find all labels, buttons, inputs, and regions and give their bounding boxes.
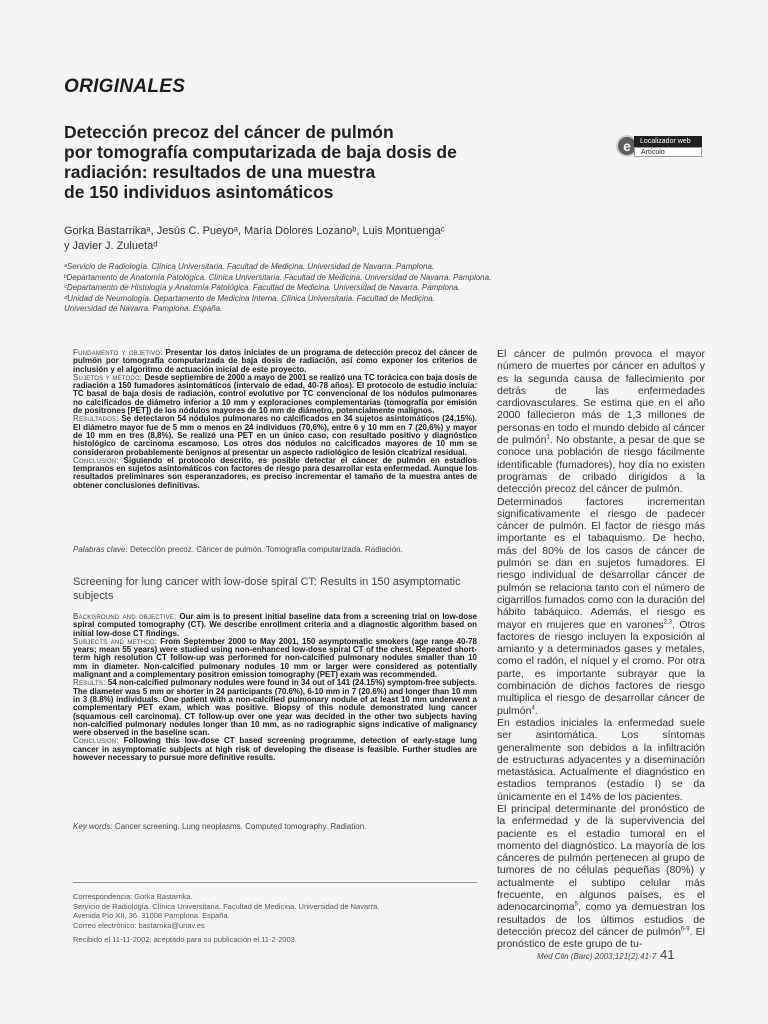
authors-line: Gorka Bastarrikaᵃ, Jesús C. Pueyoᵃ, María Dolores Lozanoᵇ, Luis Montuengaᶜ [64,225,445,237]
title-line: por tomografía computarizada de baja dosis de [64,142,457,162]
abstract-label: Subjects and method: [73,636,158,646]
abstract-label: Sujetos y método: [73,372,143,382]
e-logo-icon: e [616,135,638,157]
title-line: de 150 individuos asintomáticos [64,182,334,202]
correspondence-line: Correspondencia: Gorka Bastarrika. [73,892,193,901]
title-line: radiación: resultados de una muestra [64,162,376,182]
abstract-text: From September 2000 to May 2001, 150 asymptomatic smokers (age range 40-78 years; mean 55 years) were studied using non-enhanced low-dose spiral CT of the chest. Repeated short-term high resolution CT follow-up was performed for non-calcified pulmonary nodules smaller than 10 mm in diameter. Non-calcified pulmonary nodules 10 mm or larger were considered as potentially malignant and a complementary positron emission tomography (PET) exam was recommended. [73,636,477,680]
keywords-english [73,822,477,831]
affiliations [64,262,564,315]
affiliation: ᵈUnidad de Neumología. Departamento de Medicina Interna. Clínica Universitaria. Facultad de Medicina. [64,293,435,303]
section-label: ORIGINALES [64,76,186,97]
web-locator-badge[interactable] [616,133,702,159]
abstract-spanish [73,349,477,490]
authors [64,224,494,254]
page-number: 41 [660,947,675,962]
abstract-label: Conclusion: [73,736,119,746]
paragraph: En estadios iniciales la enfermedad suele ser asintomática. Los síntomas generalmente son debidos a la infiltración de estructuras adyacentes y a diseminación metastásica. Actualmente el diagnóstico en estadios tempranos (estadio I) se da únicamente en el 14% de los pacientes. [497,716,705,803]
received-date: Recibido el 11-11-2002; aceptado para su publicación el 11-2-2003. [73,935,297,944]
divider [73,882,477,883]
keywords-value: Detección precoz. Cáncer de pulmón. Tomografía computarizada. Radiación. [129,545,403,554]
correspondence-line: Avenida Pío XII, 36. 31008 Pamplona. España. [73,911,230,921]
correspondence-line: Servicio de Radiología. Clínica Universitaria. Facultad de Medicina. Universidad de Navarra. [73,901,380,911]
keywords-spanish [73,545,477,554]
abstract-label: Background and objective: [73,612,177,621]
paragraph: Determinados factores incrementan significativamente el riesgo de padecer cáncer de pulmón. El factor de riesgo más importante es el tabaquismo. De hecho, más del 80% de los casos de cáncer de pulmón se dan en sujetos fumadores. El riesgo individual de desarrollar cáncer de pulmón se relaciona tanto con el número de cigarrillos fumados como con la duración del hábito tabáquico. Además, el riesgo es mayor en mujeres que en varones$^{2,3}$. Otros factores de riesgo incluyen la exposición al amianto y a determinados gases y metales, como el radón, el níquel y el cromo. Por otra parte, es importante subrayar que la combinación de dichos factores de riesgo multiplica el riesgo de desarrollar cáncer de pulmón$^4$. [497,495,705,717]
affiliation: ᶜDepartamento de Histología y Anatomía Patológica. Facultad de Medicina. Universidad de Navarra. Pamplona. [64,283,461,292]
badge-line2: Artículo [634,147,702,157]
correspondence [73,892,477,930]
title-line: Detección precoz del cáncer de pulmón [64,122,394,142]
abstract-text: Following this low-dose CT based screening programme, detection of early-stage lung cancer in asymptomatic subjects at high risk of developing the disease is feasible. Further studies are however necessary to pursue more definitive results. [73,736,477,763]
abstract-text: Our aim is to present initial baseline data from a screening trial on low-dose spiral computed tomography (CT). We describe enrollment criteria and a diagnostic algorithm based on initial low-dose CT findings. [73,612,477,638]
abstract-english [73,613,477,762]
abstract-text: Se detectaron 54 nódulos pulmonares no calcificados en 34 sujetos asintomáticos (24,15%). El diámetro mayor fue de 5 mm o menos en 24 individuos (70,6%), entre 6 y 10 mm en 7 (20,6%) y mayor de 10 mm en tres (8,8%). Se realizó una PET en un único caso, con resultado positivo y diagnóstico histológico de carcinoma escamoso. Los otros dos nódulos no calcificados mayores de 10 mm se consideraron probablemente benignos al presentar un aspecto radiológico de lesión cicatrizal residual. [73,414,477,457]
affiliation: ᵇDepartamento de Anatomía Patológica. Clínica Universitaria. Facultad de Medicina. Universidad de Navarra. Pamplona. [64,272,492,282]
abstract-text: Presentar los datos iniciales de un programa de detección precoz del cáncer de pulmón por tomografía computarizada de baja dosis de radiación, así como exponer los criterios de inclusión y el algoritmo de actuación inicial de este proyecto. [73,348,478,374]
paragraph: El cáncer de pulmón provoca el mayor número de muertes por cáncer en adultos y es la segunda causa de fallecimiento por detrás de las enfermedades cardiovasculares. Se estima que en el año 2000 fallecieron más de 1,3 millones de personas en todo el mundo debido al cáncer de pulmón$^1$. No obstante, a pesar de que se conoce una población de riesgo fácilmente identificable (fumadores), hoy día no existen programas de cribado dirigidos a la detección precoz del cáncer de pulmón. [497,348,705,496]
abstract-text: Siguiendo el protocolo descrito, es posible detectar el cáncer de pulmón en estadios tempranos en sujetos asintomáticos con factores de riesgo para desarrollar esta enfermedad. Aunque los resultados preliminares son esperanzadores, es preciso incrementar el tamaño de la muestra antes de obtener conclusiones definitivas. [73,455,477,490]
affiliation: Universidad de Navarra. Pamplona. España. [64,304,223,313]
abstract-label: Results: [73,678,106,688]
paragraph: El principal determinante del pronóstico de la enfermedad y de la supervivencia del paciente es el estadio tumoral en el momento del diagnóstico. La mayoría de los cánceres de pulmón pertenecen al grupo de tumores de no células pequeñas (80%) y actualmente el subtipo celular más frecuente, en algunos países, es el adenocarcinoma$^5$, como ya demuestran los resultados de los últimos estudios de detección precoz del cáncer de pulmón$^{6-9}$. El pronóstico de este grupo de tu- [497,802,705,951]
keywords-label: Palabras clave: [73,545,128,554]
abstract-label: Fundamento y objetivo: [73,348,163,357]
keywords-value: Cancer screening. Lung neoplasms. Computed tomography. Radiation. [114,822,367,831]
journal-citation: Med Clin (Barc) 2003;121(2):41-7 [537,952,657,961]
abstract-label: Resultados: [73,414,119,424]
affiliation: ᵃServicio de Radiología. Clínica Universitaria. Facultad de Medicina. Universidad de Navarra. Pamplona. [64,262,435,271]
abstract-label: Conclusión: [73,455,119,465]
english-title: Screening for lung cancer with low-dose spiral CT: Results in 150 asymptomatic subjects [73,576,461,602]
body-text [497,348,705,951]
badge-line1: Localizador web [634,136,702,147]
article-title [64,122,494,202]
authors-line: y Javier J. Zuluetaᵈ [64,240,158,252]
page-footer [537,946,675,964]
abstract-text: 54 non-calcified pulmonary nodules were found in 34 out of 141 (24.15%) symptom-free subjects. The diameter was 5 mm or shorter in 24 participants (70.6%), 6-10 mm in 7 (20.6%) and longer than 10 mm in 3 (8.8%) individuals. One patient with a non-calcified pulmonary nodule of at least 10 mm underwent a complementary PET exam, which was positive. Biopsy of this nodule demonstrated lung cancer (squamous cell carcinoma). CT follow-up over one year was decided in the other two subjects having non-calcified pulmonary nodules longer than 10 mm, as no radiographic signs indicative of malignancy were observed in the baseline scan. [73,678,477,738]
correspondence-line: Correo electrónico: bastarrika@unav.es [73,920,205,930]
abstract-text: Desde septiembre de 2000 a mayo de 2001 se realizó una TC torácica con baja dosis de radiación a 150 fumadores asintomáticos (intervalo de edad, 40-78 años). El protocolo de estudio incluía: TC basal de baja dosis de radiación, control evolutivo por TC convencional de los nódulos pulmonares no calcificados de diámetro inferior a 10 mm y exploraciones complementarias (tomografía por emisión de positrones [PET]) de los nódulos mayores de 10 mm de diámetro, potencialmente malignos. [73,372,477,416]
keywords-label: Key words: [73,822,113,831]
